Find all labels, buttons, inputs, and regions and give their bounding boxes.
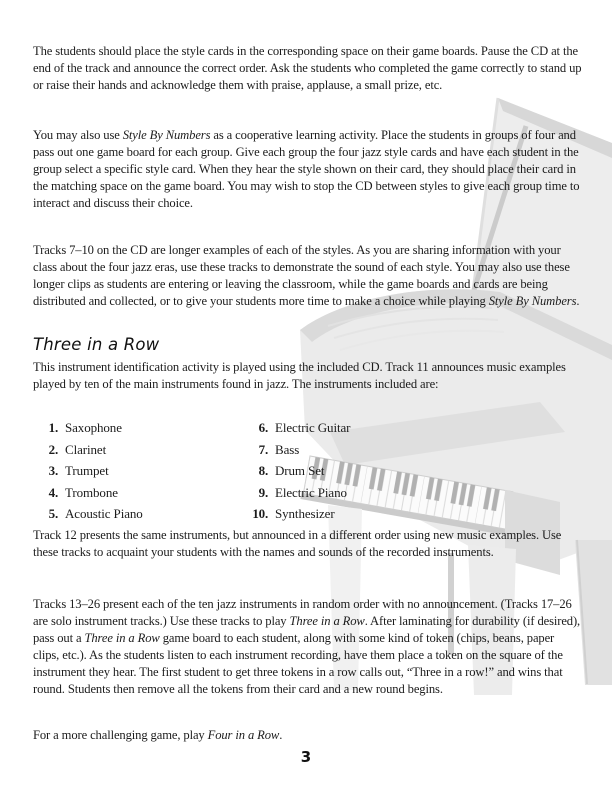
list-item-label: Synthesizer xyxy=(275,506,335,521)
list-item xyxy=(247,503,350,525)
list-item-number: 6. xyxy=(258,420,268,435)
italic-title: Three in a Row xyxy=(289,613,365,628)
paragraph-text: Tracks 7–10 on the CD are longer examples of each of the styles. As you are sharing information with your class about the four jazz eras, use these tracks to demonstrate the sound of each style. You may also use these longer clips as students are entering or leaving the classroom, while the game boards and cards are being distributed and collected, or to give your students more time to make a choice while playing xyxy=(33,242,570,308)
list-item-number: 9. xyxy=(258,484,268,500)
list-item-label: Acoustic Piano xyxy=(65,506,143,521)
list-item-label: Clarinet xyxy=(65,441,107,457)
list-item-number: 2. xyxy=(48,441,58,457)
list-item-label: Drum Set xyxy=(275,463,325,478)
paragraph-text: You may also use xyxy=(33,127,123,142)
paragraph-instrument-identification xyxy=(33,359,582,393)
paragraph-text: Tracks 13–26 present each of the ten jazz instruments in random order with no announcement. (Tracks 17–26 are solo instrument tracks.) Use these tracks to play xyxy=(33,596,572,628)
paragraph-text: Track 12 presents the same instruments, but announced in a different order using new music examples. Use these tracks to acquaint your students with the names and sounds of the recorded instruments. xyxy=(33,527,562,559)
list-item-number: 3. xyxy=(48,463,58,478)
paragraph-style-cards xyxy=(33,43,582,94)
list-item-label: Bass xyxy=(275,441,300,457)
section-heading-three-in-a-row: Three in a Row xyxy=(33,334,160,354)
italic-title: Four in a Row xyxy=(207,727,280,742)
list-item-number: 10. xyxy=(252,506,268,521)
paragraph-cooperative-activity xyxy=(33,127,582,212)
list-item-label: Saxophone xyxy=(65,420,122,435)
italic-title: Style By Numbers xyxy=(488,293,577,308)
list-item-number: 1. xyxy=(48,420,58,435)
paragraph-text: This instrument identification activity is played using the included CD. Track 11 announces music examples played by ten of the main instruments found in jazz. The instruments included are: xyxy=(33,359,566,391)
paragraph-text: For a more challenging game, play xyxy=(33,727,208,742)
paragraph-text: game board to each student, along with some kind of token (chips, beans, paper clips, etc.). As the students listen to each instrument recording, have them place a token on the square of the instrument they hear. The first student to get three tokens in a row calls out, “Three in a row!” and wins that round. Students then remove all the tokens from their card and a new round begins. xyxy=(33,630,563,696)
paragraph-four-in-a-row xyxy=(33,727,582,744)
list-item xyxy=(42,417,143,439)
list-item-number: 4. xyxy=(48,484,58,500)
paragraph-tracks-7-10 xyxy=(33,242,582,310)
paragraph-text: . After laminating for durability (if desired), pass out a xyxy=(33,613,581,645)
instrument-list-column-1 xyxy=(42,417,143,525)
list-item xyxy=(42,482,143,504)
italic-title: Style By Numbers xyxy=(122,127,211,142)
list-item-label: Electric Guitar xyxy=(275,420,351,435)
list-item xyxy=(42,503,143,525)
paragraph-track-12 xyxy=(33,527,582,561)
list-item-label: Electric Piano xyxy=(275,484,347,500)
list-item-label: Trombone xyxy=(65,484,118,500)
list-item-number: 5. xyxy=(48,506,58,521)
paragraph-text: . xyxy=(576,293,580,308)
list-item xyxy=(247,482,350,504)
list-item-number: 7. xyxy=(258,441,268,457)
list-item xyxy=(247,439,350,461)
paragraph-text: as a cooperative learning activity. Place the students in groups of four and pass out one game board for each group. Give each group the four jazz style cards and have each student in the group select a specific style card. When they hear the style shown on their card, they should place their card in the matching space on the game board. You may wish to stop the CD between styles to give each group time to interact and discuss their choice. xyxy=(33,127,580,210)
paragraph-tracks-13-26 xyxy=(33,596,582,698)
instrument-list-column-2 xyxy=(247,417,350,525)
list-item xyxy=(247,460,350,482)
list-item-label: Trumpet xyxy=(65,463,109,478)
page-number: 3 xyxy=(300,748,312,766)
list-item xyxy=(42,439,143,461)
paragraph-text: The students should place the style cards in the corresponding space on their game boards. Pause the CD at the end of the track and announce the correct order. Ask the students who completed the game correctly to stand up or raise their hands and acknowledge them with praise, applause, a small prize, etc. xyxy=(33,43,582,92)
list-item-number: 8. xyxy=(258,463,268,478)
paragraph-text: . xyxy=(279,727,283,742)
italic-title: Three in a Row xyxy=(84,630,160,645)
list-item xyxy=(42,460,143,482)
list-item xyxy=(247,417,350,439)
